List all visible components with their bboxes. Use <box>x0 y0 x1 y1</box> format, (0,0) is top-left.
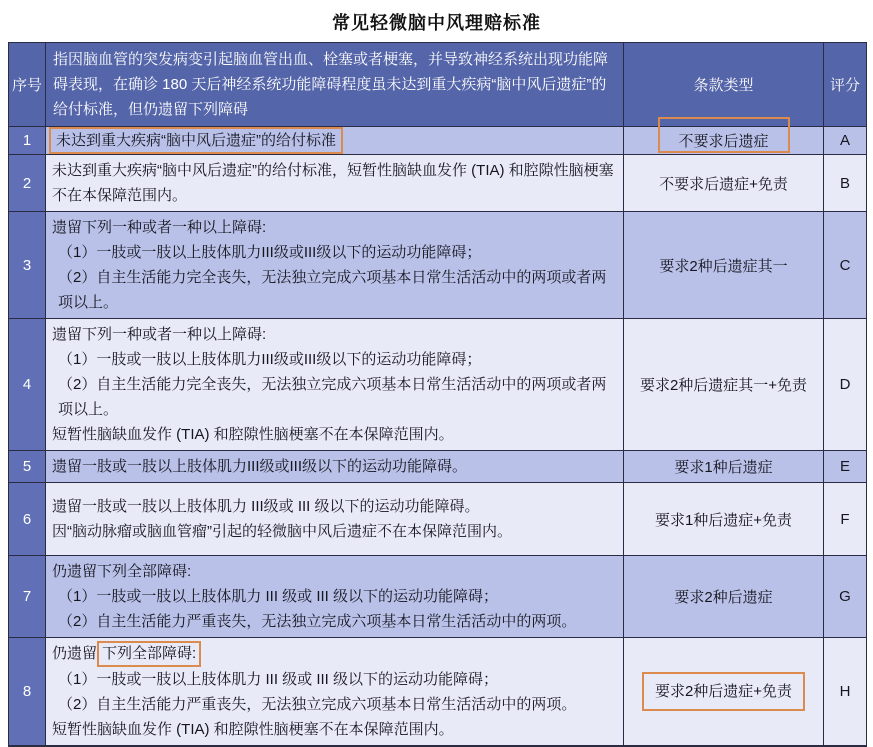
clause-type-text: 要求2种后遗症其一+免责 <box>639 377 808 394</box>
clause-type-cell <box>624 451 824 483</box>
table-row <box>9 451 867 483</box>
row-number-cell: 1 <box>9 127 46 155</box>
description-cell <box>46 127 624 155</box>
score-cell: F <box>824 483 867 556</box>
claims-table <box>8 42 867 747</box>
description-line: 遗留下列一种或者一种以上障碍: <box>52 219 267 236</box>
row-number-cell: 3 <box>9 212 46 319</box>
description-line: （2）自主生活能力完全丧失，无法独立完成六项基本日常生活活动中的两项或者两项以上。 <box>58 376 607 418</box>
clause-type-text: 要求2种后遗症 <box>674 589 773 606</box>
table-row <box>9 212 867 319</box>
clause-type-text: 不要求后遗症 <box>678 133 769 150</box>
description-cell <box>46 212 624 319</box>
description-line: （2）自主生活能力严重丧失，无法独立完成六项基本日常生活活动中的两项。 <box>58 696 577 713</box>
description-line: 遗留下列一种或者一种以上障碍: <box>52 326 267 343</box>
score-cell: E <box>824 451 867 483</box>
description-line: 短暂性脑缺血发作 (TIA) 和腔隙性脑梗塞不在本保障范围内。 <box>52 721 454 738</box>
description-line: （1）一肢或一肢以上肢体肌力III级或III级以下的运动功能障碍； <box>58 244 482 261</box>
score-cell: D <box>824 319 867 451</box>
description-cell <box>46 638 624 747</box>
clause-type-text: 要求2种后遗症其一 <box>659 257 788 275</box>
table-header <box>9 43 867 127</box>
clause-type-text: 不要求后遗症+免责 <box>659 175 788 193</box>
clause-type-cell <box>624 127 824 155</box>
row-number-cell: 8 <box>9 638 46 747</box>
description-line: 短暂性脑缺血发作 (TIA) 和腔隙性脑梗塞不在本保障范围内。 <box>52 426 454 443</box>
description-line: （1）一肢或一肢以上肢体肌力 III 级或 III 级以下的运动功能障碍； <box>58 671 499 688</box>
description-line: 仍遗留下列全部障碍: <box>52 563 192 580</box>
header-cell-score: 评分 <box>824 43 867 127</box>
score-cell: B <box>824 155 867 212</box>
clause-type-cell <box>624 155 824 212</box>
description-cell <box>46 556 624 638</box>
clause-type-text: 要求2种后遗症+免责 <box>642 672 805 711</box>
table-row <box>9 483 867 556</box>
clause-type-cell <box>624 556 824 638</box>
row-number-cell: 4 <box>9 319 46 451</box>
header-cell-clause-type: 条款类型 <box>624 43 824 127</box>
description-cell <box>46 155 624 212</box>
row-number-cell: 2 <box>9 155 46 212</box>
description-line: （1）一肢或一肢以上肢体肌力 III 级或 III 级以下的运动功能障碍； <box>58 588 499 605</box>
header-cell-description: 指因脑血管的突发病变引起脑血管出血、栓塞或者梗塞，并导致神经系统出现功能障碍表现，在确诊 180 天后神经系统功能障碍程度虽未达到重大疾病“脑中风后遗症”的给付标准，但仍遗留下列障碍 <box>46 43 624 127</box>
clause-type-cell <box>624 638 824 747</box>
orange-highlight-box: 未达到重大疾病“脑中风后遗症”的给付标准 <box>49 127 343 154</box>
description-line: （2）自主生活能力完全丧失，无法独立完成六项基本日常生活活动中的两项或者两项以上。 <box>58 269 607 311</box>
description-line: （1）一肢或一肢以上肢体肌力III级或III级以下的运动功能障碍； <box>58 351 482 368</box>
page-title: 常见轻微脑中风理赔标准 <box>332 13 541 33</box>
clause-type-cell <box>624 212 824 319</box>
description-line: （2）自主生活能力严重丧失，无法独立完成六项基本日常生活活动中的两项。 <box>58 613 577 630</box>
table-row <box>9 556 867 638</box>
score-cell: G <box>824 556 867 638</box>
description-cell <box>46 319 624 451</box>
table-row <box>9 127 867 155</box>
row-number-cell: 5 <box>9 451 46 483</box>
score-cell: H <box>824 638 867 747</box>
score-cell: A <box>824 127 867 155</box>
clause-type-text: 要求1种后遗症+免责 <box>654 511 793 529</box>
row-number-cell: 6 <box>9 483 46 556</box>
description-line: 遗留一肢或一肢以上肢体肌力III级或III级以下的运动功能障碍。 <box>52 458 468 475</box>
description-line: 仍遗留 下列全部障碍: <box>52 641 615 667</box>
description-line <box>49 127 620 154</box>
description-cell <box>46 451 624 483</box>
score-cell: C <box>824 212 867 319</box>
description-line: 因“脑动脉瘤或脑血管瘤”引起的轻微脑中风后遗症不在本保障范围内。 <box>52 523 512 540</box>
clause-type-cell <box>624 483 824 556</box>
table-row <box>9 155 867 212</box>
description-line: 未达到重大疾病“脑中风后遗症”的给付标准，短暂性脑缺血发作 (TIA) 和腔隙性脑梗塞不在本保障范围内。 <box>52 162 614 204</box>
orange-highlight-box: 下列全部障碍: <box>97 641 201 667</box>
header-cell-number: 序号 <box>9 43 46 127</box>
description-line: 遗留一肢或一肢以上肢体肌力 III级或 III 级以下的运动功能障碍。 <box>52 498 480 515</box>
table-row <box>9 638 867 747</box>
clause-type-cell <box>624 319 824 451</box>
clause-type-text: 要求1种后遗症 <box>674 459 773 476</box>
table-body <box>9 127 867 747</box>
description-cell <box>46 483 624 556</box>
header-row <box>9 43 867 127</box>
row-number-cell: 7 <box>9 556 46 638</box>
table-row <box>9 319 867 451</box>
